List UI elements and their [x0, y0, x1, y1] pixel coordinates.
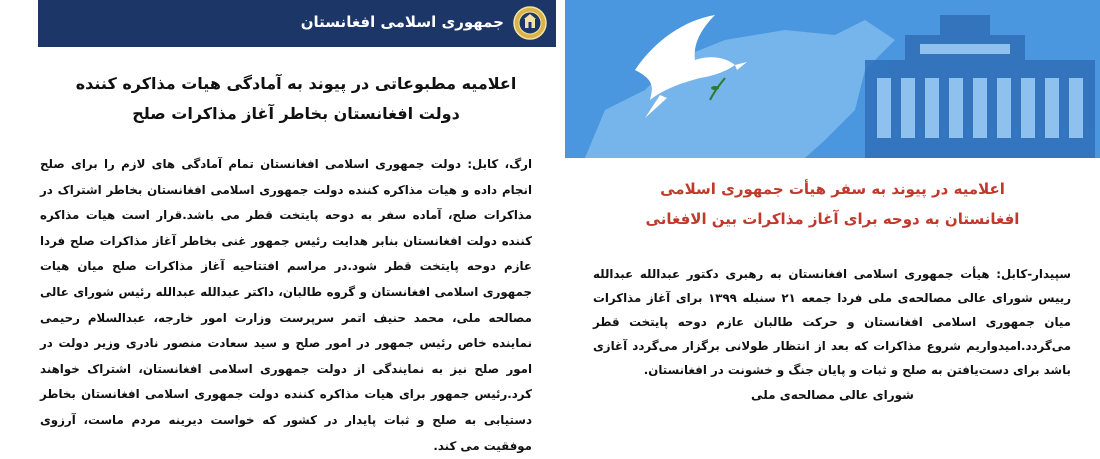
press-heading-line2: دولت افغانستان بخاطر آغاز مذاکرات صلح — [132, 104, 460, 123]
declaration-heading-line1: اعلامیه در پیوند به سفر هیأت جمهوری اسلامی — [660, 180, 1005, 198]
banner-illustration — [565, 0, 1100, 158]
press-heading-line1: اعلامیه مطبوعاتی در پیوند به آمادگی هیات مذاکره کننده — [75, 74, 517, 93]
header-bar — [38, 0, 556, 47]
signature: شورای عالی مصالحه‌ی ملی — [751, 388, 914, 402]
declaration-body-text: سپیدار-کابل: هیأت جمهوری اسلامی افغانستان به رهبری دکتور عبدالله عبدالله رییس شورای عالی مصالحه‌ی ملی فردا جمعه ۲۱ سنبله ۱۳۹۹ برای آغاز مذاکرات میان جمهوری اسلامی افغانستان و حرکت طالبان عازم دوحه پایتخت قطر می‌گردد.امیدواریم شروع مذاکرات که بعد از انتظار طولانی برگزار می‌گردد آغازی باشد برای دست‌یافتن به صلح و ثبات و پایان جنگ و خشونت در افغانستان. — [593, 267, 1072, 377]
declaration-heading-line2: افغانستان به دوحه برای آغاز مذاکرات بین الافغانی — [645, 210, 1020, 228]
afghanistan-emblem-icon — [512, 5, 548, 41]
left-press-release — [0, 0, 555, 453]
press-body-text: ارگ، کابل: دولت جمهوری اسلامی افغانستان تمام آمادگی های لازم را برای صلح انجام داده و هیات مذاکره کننده دولت جمهوری اسلامی افغانستان بخاطر اشتراک در مذاکرات صلح، آماده سفر به دوحه پایتخت قطر می باشد.قرار است هیات مذاکره کننده دولت افغانستان بنابر هدایت رئیس جمهور غنی بخاطر آغاز مذاکرات صلح فردا عازم دوحه پایتخت قطر شود.در مراسم افتتاحیه آغاز مذاکرات صلح میان هیات جمهوری اسلامی افغانستان و گروه طالبان، داکتر عبدالله عبدالله رئیس شورای عالی مصالحه ملی، محمد حنیف اتمر سرپرست وزارت امور خارجه، عبدالسلام رحیمی نماینده خاص رئیس جمهور در امور صلح و سید سعادت منصور نادری وزیر دولت در امور صلح نیز به نمایندگی از دولت جمهوری اسلامی افغانستان، اشتراک خواهند کرد.رئیس جمهور برای هیات مذاکره کننده دولت جمهوری اسلامی افغانستان بخاطر دستیابی به صلح و ثبات پایدار در کشور که خواست دیرینه مردم ماست، آرزوی موفقیت می کند. — [40, 157, 532, 453]
header-title: جمهوری اسلامی افغانستان — [300, 13, 504, 31]
peace-banner — [565, 0, 1100, 158]
right-press-release — [565, 0, 1100, 425]
